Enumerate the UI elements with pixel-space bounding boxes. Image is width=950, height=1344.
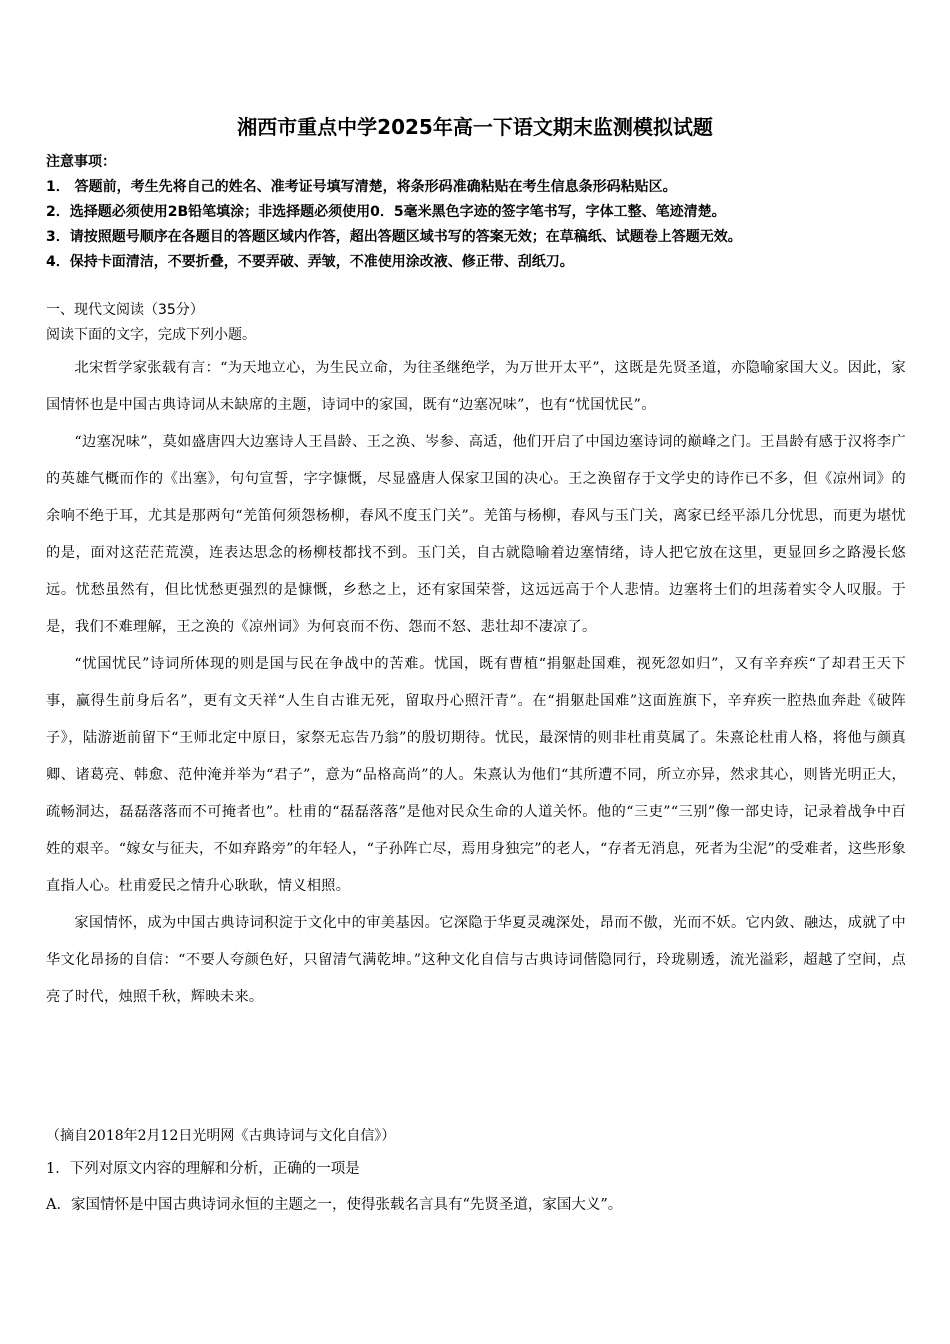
- reading-passage: [46, 350, 906, 1016]
- notice-item: 2．选择题必须使用2B铅笔填涂；非选择题必须使用0．5毫米黑色字迹的签字笔书写，字体工整、笔迹清楚。: [46, 204, 726, 220]
- section-instruction: 阅读下面的文字，完成下列小题。: [46, 327, 256, 343]
- passage-paragraph: 家国情怀，成为中国古典诗词积淀于文化中的审美基因。它深隐于华夏灵魂深处，昂而不傲，光而不妖。它内敛、融达，成就了中华文化昂扬的自信：“不要人夸颜色好，只留清气满乾坤。”这种文化自信与古典诗词偕隐同行，玲珑剔透，流光溢彩，超越了空间，点亮了时代，烛照千秋，辉映未来。: [46, 915, 906, 1005]
- notice-item: 1． 答题前，考生先将自己的姓名、准考证号填写清楚，将条形码准确粘贴在考生信息条形码粘贴区。: [46, 179, 677, 195]
- passage-paragraph: 北宋哲学家张载有言：“为天地立心，为生民立命，为往圣继绝学，为万世开太平”，这既是先贤圣道，亦隐喻家国大义。因此，家国情怀也是中国古典诗词从未缺席的主题，诗词中的家国，既有“边塞况味”，也有“忧国忧民”。: [46, 360, 906, 413]
- notice-item: 4．保持卡面清洁，不要折叠，不要弄破、弄皱，不准使用涂改液、修正带、刮纸刀。: [46, 254, 574, 270]
- passage-paragraph: “忧国忧民”诗词所体现的则是国与民在争战中的苦难。忧国，既有曹植“捐躯赴国难，视死忽如归”，又有辛弃疾“了却君王天下事，赢得生前身后名”，更有文天祥“人生自古谁无死，留取丹心照汗青”。在“捐躯赴国难”这面旌旗下，辛弃疾一腔热血奔赴《破阵子》，陆游逝前留下“王师北定中原日，家祭无忘告乃翁”的殷切期待。忧民，最深情的则非杜甫莫属了。朱熹论杜甫人格，将他与颜真卿、诸葛亮、韩愈、范仲淹并举为“君子”，意为“品格高尚”的人。朱熹认为他们“其所遭不同，所立亦异，然求其心，则皆光明正大，疏畅洞达，磊磊落落而不可掩者也”。杜甫的“磊磊落落”是他对民众生命的人道关怀。他的“三吏”“三别”像一部史诗，记录着战争中百姓的艰辛。“嫁女与征夫，不如弃路旁”的年轻人，“子孙阵亡尽，焉用身独完”的老人，“存者无消息，死者为尘泥”的受难者，这些形象直指人心。杜甫爱民之情升心耿耿，情义相照。: [46, 656, 906, 894]
- notice-heading: 注意事项：: [46, 154, 116, 170]
- answer-option-a: A．家国情怀是中国古典诗词永恒的主题之一，使得张载名言具有“先贤圣道，家国大义”。: [46, 1197, 623, 1213]
- passage-paragraph: “边塞况味”，莫如盛唐四大边塞诗人王昌龄、王之涣、岑参、高适，他们开启了中国边塞诗词的巅峰之门。王昌龄有感于汉将李广的英雄气概而作的《出塞》，句句宣誓，字字慷慨，尽显盛唐人保家卫国的决心。王之涣留存于文学史的诗作已不多，但《凉州词》的余响不绝于耳，尤其是那两句“羌笛何须怨杨柳，春风不度玉门关”。羌笛与杨柳，春风与玉门关，离家已经平添几分忧思，而更为堪忧的是，面对这茫茫荒漠，连表达思念的杨柳枝都找不到。玉门关，自古就隐喻着边塞情绪，诗人把它放在这里，更显回乡之路漫长悠远。忧愁虽然有，但比忧愁更强烈的是慷慨，乡愁之上，还有家国荣誉，这远远高于个人悲情。边塞将士们的坦荡着实令人叹服。于是，我们不难理解，王之涣的《凉州词》为何哀而不伤、怨而不怒、悲壮却不凄凉了。: [46, 434, 906, 635]
- notice-block: [46, 150, 916, 275]
- question-stem: 1．下列对原文内容的理解和分析，正确的一项是: [46, 1161, 360, 1177]
- passage-source: （摘自2018年2月12日光明网《古典诗词与文化自信》）: [46, 1128, 396, 1144]
- section-heading: 一、现代文阅读（35分）: [46, 302, 204, 318]
- notice-item: 3．请按照题号顺序在各题目的答题区域内作答，超出答题区域书写的答案无效；在草稿纸、试题卷上答题无效。: [46, 229, 742, 245]
- page-title: 湘西市重点中学2025年高一下语文期末监测模拟试题: [237, 115, 713, 139]
